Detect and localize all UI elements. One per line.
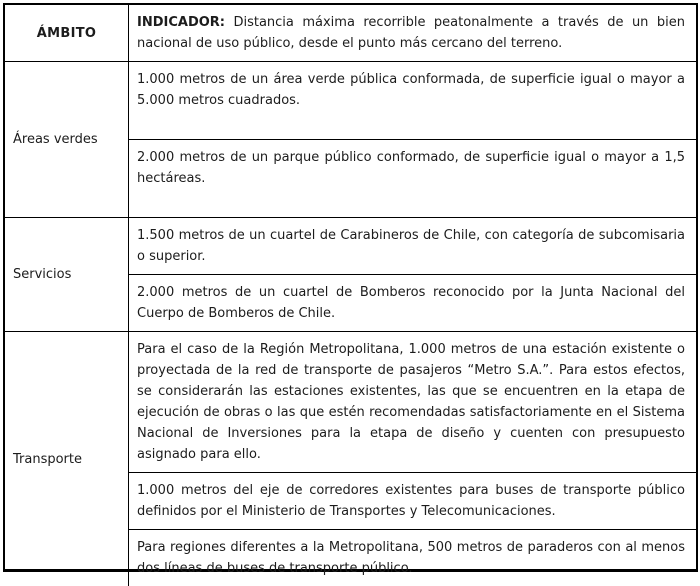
group-label: Servicios xyxy=(13,267,72,282)
indicator-text: Para el caso de la Región Metropolitana, 1.000 metros de una estación existente o proyectada de la red de transporte de pasajeros “Metro S.A.”. Para estos efectos, se considerarán las estaciones existentes, las que se encuentren en la etapa de ejecución de obras o las que estén recomendadas satisfactoriamente en el Sistema Nacional de Inversiones para la etapa de diseño y cuenten con presupuesto asignado para ello. xyxy=(137,342,685,462)
indicator-cell xyxy=(129,62,696,139)
group-label-cell-transporte xyxy=(5,332,129,586)
indicador-header-cell xyxy=(129,5,696,61)
indicador-label: INDICADOR: xyxy=(137,15,225,30)
indicator-text: Para regiones diferentes a la Metropolitana, 500 metros de paraderos con al menos dos líneas de buses de transporte público. xyxy=(137,540,685,576)
group-label-cell-servicios xyxy=(5,218,129,331)
group-label: Áreas verdes xyxy=(13,132,98,147)
group-items-servicios xyxy=(129,218,696,331)
indicator-text: 2.000 metros de un cuartel de Bomberos reconocido por la Junta Nacional del Cuerpo de Bomberos de Chile. xyxy=(137,285,685,321)
group-items-areas-verdes xyxy=(129,62,696,217)
table-row-transporte xyxy=(5,331,696,586)
group-items-transporte xyxy=(129,332,696,586)
indicator-cell xyxy=(129,529,696,586)
indicator-cell xyxy=(129,472,696,529)
indicator-cell xyxy=(129,274,696,331)
ambito-header-cell xyxy=(5,5,129,61)
indicator-text: 1.000 metros del eje de corredores existentes para buses de transporte público definidos por el Ministerio de Transportes y Telecomunicaciones. xyxy=(137,483,685,519)
table-row-areas-verdes xyxy=(5,62,696,217)
indicador-description: Distancia máxima recorrible peatonalmente a través de un bien nacional de uso público, desde el punto más cercano del terreno. xyxy=(137,15,685,51)
indicador-header-text xyxy=(137,12,685,54)
group-label-cell-areas-verdes xyxy=(5,62,129,217)
ambito-header-label: ÁMBITO xyxy=(36,25,97,41)
indicator-text: 1.000 metros de un área verde pública conformada, de superficie igual o mayor a 5.000 metros cuadrados. xyxy=(137,72,685,108)
group-label: Transporte xyxy=(13,451,82,467)
indicator-table xyxy=(3,3,698,576)
indicator-cell xyxy=(129,218,696,274)
indicator-cell xyxy=(129,332,696,472)
table-row-servicios xyxy=(5,217,696,331)
table-header-row xyxy=(5,5,696,62)
indicator-text: 2.000 metros de un parque público conformado, de superficie igual o mayor a 1,5 hectáreas. xyxy=(137,150,685,186)
indicator-text: 1.500 metros de un cuartel de Carabineros de Chile, con categoría de subcomisaria o superior. xyxy=(137,228,685,264)
indicator-cell xyxy=(129,139,696,217)
